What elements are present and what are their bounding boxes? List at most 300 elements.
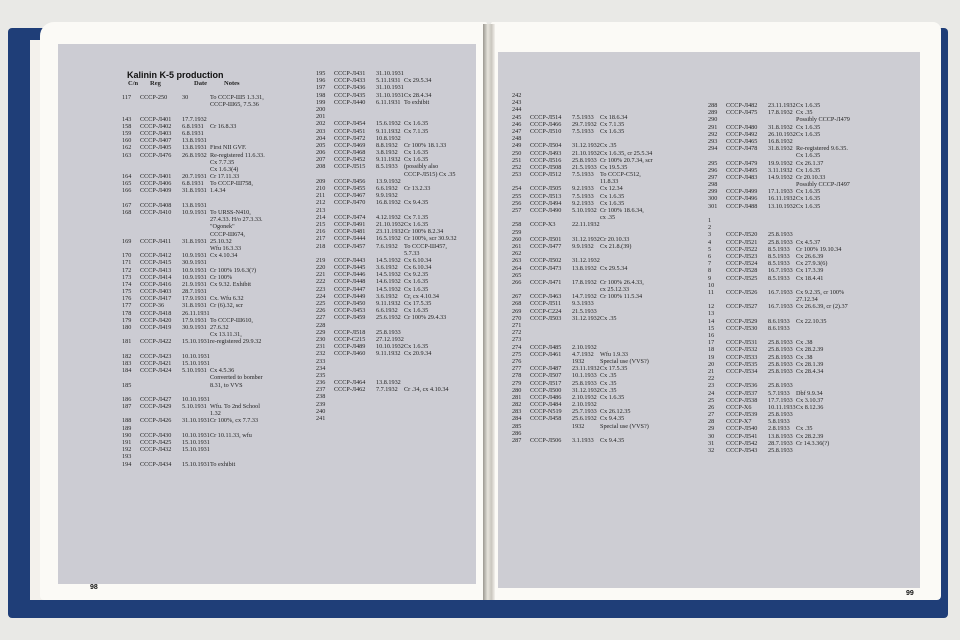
notes-cell [796, 282, 856, 289]
notes-cell [404, 372, 464, 379]
table-row [122, 274, 270, 281]
notes-cell: Cr 100% 20.7.34, scr [600, 156, 653, 164]
date-cell: 9.9.1932 [572, 242, 594, 250]
reg-cell: СССР-Л435 [334, 91, 366, 99]
notes-cell: Cx 6.10.34 [404, 256, 432, 264]
cn-cell: 229 [316, 328, 326, 336]
cn-cell: 175 [122, 288, 132, 296]
cn-cell: 193 [122, 453, 132, 461]
table-row [708, 368, 856, 375]
cn-cell: 27 [708, 411, 715, 419]
table-row [512, 185, 660, 192]
date-cell: 3.6.1932 [376, 264, 398, 272]
cn-cell: 172 [122, 266, 132, 274]
notes-cell: Cx 7.1.35 [404, 127, 429, 135]
table-row [122, 216, 270, 223]
notes-cell [796, 138, 856, 145]
table-row [708, 188, 856, 195]
reg-cell: СССР-Л483 [726, 173, 758, 181]
cn-cell: 227 [316, 314, 326, 322]
table-row [316, 300, 464, 307]
reg-cell: СССР-Л492 [726, 130, 758, 138]
reg-cell [530, 92, 572, 99]
table-row [122, 223, 270, 230]
cn-cell: 200 [316, 105, 326, 113]
date-cell: 23.11.1932 [376, 228, 404, 236]
notes-cell: Cx 7.7.35 [210, 158, 235, 166]
reg-cell: СССР-Л524 [726, 260, 758, 268]
table-row [122, 252, 270, 259]
right-column-1 [512, 92, 660, 444]
header-cn: C/n [128, 80, 139, 87]
date-cell: 6.8.1931 [182, 122, 204, 130]
table-row [512, 193, 660, 200]
date-cell [572, 214, 600, 221]
date-cell: 9.2.1933 [572, 199, 594, 207]
date-cell: 31.12.1932 [572, 314, 600, 322]
reg-cell [140, 425, 182, 432]
notes-cell: To СССР-Ш5 1.3.31, [210, 94, 264, 101]
date-cell: 14.5.1932 [376, 285, 401, 293]
date-cell: 8.8.1932 [376, 141, 398, 149]
reg-cell [140, 231, 182, 238]
table-row [122, 453, 270, 460]
table-row [122, 195, 270, 202]
reg-cell: СССР-Л413 [140, 266, 172, 274]
reg-cell: СССР-Л482 [726, 102, 758, 109]
cn-cell: 13 [708, 310, 715, 318]
reg-cell [726, 332, 768, 339]
notes-cell [210, 360, 270, 367]
notes-cell: Cx 17.5.35 [600, 365, 628, 373]
date-cell: 10.9.1931 [182, 266, 207, 274]
notes-cell: Wfu. To 2nd School [210, 403, 260, 411]
date-cell: 21.5.1933 [572, 307, 597, 315]
notes-cell: Cx 6.10.34 [404, 264, 432, 272]
cn-cell: 164 [122, 173, 132, 181]
table-row [512, 221, 660, 228]
table-row [512, 150, 660, 157]
reg-cell: СССР-Л457 [334, 242, 366, 250]
reg-cell: СССР-Л484 [530, 401, 562, 409]
cn-cell: 288 [708, 102, 718, 109]
table-row [316, 84, 464, 91]
notes-cell: Cx 1.6.35 [600, 192, 625, 200]
cn-cell: 7 [708, 260, 712, 268]
reg-cell: СССР-Л456 [334, 177, 366, 185]
notes-cell [796, 447, 856, 454]
date-cell [182, 195, 210, 202]
notes-cell: Cx 1.6.35 [404, 220, 429, 228]
notes-cell: Cx 12.34 [600, 185, 623, 193]
notes-cell: Cr 100% 18.6.34, [600, 207, 644, 214]
table-row [316, 77, 464, 84]
table-row [122, 288, 270, 295]
date-cell: 31.12.1932 [572, 235, 600, 243]
notes-cell [210, 389, 270, 396]
table-row [512, 329, 660, 336]
notes-cell [404, 408, 464, 415]
date-cell [182, 425, 210, 432]
table-row [708, 195, 856, 202]
table-row [708, 160, 856, 167]
cn-cell: 10 [708, 281, 715, 289]
notes-cell [210, 137, 270, 144]
date-cell [182, 331, 210, 338]
date-cell [376, 113, 404, 120]
cn-cell: 240 [316, 407, 326, 415]
date-cell: 13.8.1931 [182, 201, 207, 209]
reg-cell: СССР-Л499 [726, 188, 758, 196]
reg-cell: СССР-Л470 [334, 199, 366, 207]
table-row [316, 329, 464, 336]
date-cell [768, 375, 796, 382]
date-cell: 8.5.1933 [376, 163, 398, 171]
cn-cell: 163 [122, 151, 132, 159]
table-row [316, 336, 464, 343]
table-row [122, 374, 270, 381]
date-cell [768, 116, 796, 123]
notes-cell [796, 375, 856, 382]
reg-cell: СССР-Л520 [726, 231, 758, 239]
notes-cell [796, 224, 856, 231]
cn-cell [122, 389, 140, 396]
reg-cell [530, 336, 572, 343]
reg-cell [530, 430, 572, 437]
notes-cell [796, 231, 856, 238]
cn-cell [122, 101, 140, 108]
notes-cell: Dbf 9.9.34 [796, 389, 823, 397]
notes-cell: Cx 29.5.34 [600, 264, 628, 272]
reg-cell [140, 101, 182, 108]
notes-cell: Cx 7.1.35 [404, 213, 429, 221]
cn-cell: 19 [708, 353, 715, 361]
table-row [512, 322, 660, 329]
notes-cell: Cx .35 [600, 372, 617, 380]
table-row [708, 152, 856, 159]
notes-cell: Cx 22.10.35 [796, 317, 827, 325]
notes-cell: Cx 1.6.35 [404, 120, 429, 128]
notes-cell [404, 322, 464, 329]
notes-cell: Cx 29.5.34 [404, 77, 432, 85]
notes-cell: Cr 100% [210, 273, 233, 281]
reg-cell: СССР-Л485 [530, 343, 562, 351]
notes-cell: To СССР-Ш610, [210, 316, 253, 324]
cn-cell: 214 [316, 213, 326, 221]
cn-cell: 233 [316, 357, 326, 365]
notes-cell: Cx 1.6.35 [404, 343, 429, 351]
table-row [122, 245, 270, 252]
reg-cell: СССР-Л401 [140, 115, 172, 123]
notes-cell: Cx .35 [600, 386, 617, 394]
date-cell: 13.8.1932 [376, 379, 401, 387]
date-cell: 9.11.1932 [376, 127, 401, 135]
table-row [708, 102, 856, 109]
cn-cell: 196 [316, 77, 326, 85]
reg-cell: СССР-Л403 [140, 129, 172, 137]
table-row [316, 70, 464, 77]
date-cell: 29.7.1932 [572, 120, 597, 128]
cn-cell: 295 [708, 159, 718, 167]
reg-cell: СССР-Л401 [140, 173, 172, 181]
cn-cell: 6 [708, 252, 712, 260]
notes-cell [210, 195, 270, 202]
reg-cell [726, 282, 768, 289]
date-cell: 13.9.1932 [376, 177, 401, 185]
table-row [708, 275, 856, 282]
reg-cell: СССР-Л449 [334, 292, 366, 300]
date-cell: 25.8.1933 [376, 328, 401, 336]
cn-cell: 268 [512, 300, 522, 308]
date-cell: 27.12.1932 [376, 335, 404, 343]
date-cell: 8.5.1933 [768, 252, 790, 260]
reg-cell [140, 223, 182, 230]
table-row [316, 343, 464, 350]
reg-cell [334, 415, 376, 422]
date-cell [572, 322, 600, 329]
date-cell: 10.10.1931 [182, 431, 210, 439]
date-cell: 25.8.1933 [768, 231, 793, 239]
reg-cell: СССР-Л502 [530, 257, 562, 265]
notes-cell [404, 379, 464, 386]
table-row [708, 375, 856, 382]
cn-cell: 178 [122, 309, 132, 317]
table-row [512, 178, 660, 185]
reg-cell [726, 152, 768, 159]
date-cell: 7.5.1933 [572, 127, 594, 135]
date-cell: 25.8.1933 [768, 367, 793, 375]
date-cell: 13.8.1932 [572, 264, 597, 272]
table-row [316, 314, 464, 321]
table-row [122, 432, 270, 439]
notes-cell [796, 217, 856, 224]
cn-cell: 216 [316, 228, 326, 236]
table-row [708, 339, 856, 346]
table-row [512, 394, 660, 401]
date-cell: 7.5.1933 [572, 192, 594, 200]
book-gutter [483, 24, 495, 600]
notes-cell [210, 446, 270, 453]
date-cell: 31.8.1932 [768, 123, 793, 131]
cn-cell: 293 [708, 137, 718, 145]
cn-cell: 168 [122, 209, 132, 216]
notes-cell: Possibly СССР-Л479 [796, 116, 850, 124]
date-cell [182, 374, 210, 381]
reg-cell: СССР-Л463 [530, 293, 562, 301]
date-cell: 17.7.1932 [182, 115, 207, 123]
notes-cell: Cx 17.3.39 [796, 267, 824, 275]
cn-cell: 173 [122, 273, 132, 281]
cn-cell: 182 [122, 352, 132, 360]
date-cell: 25.7.1933 [572, 408, 597, 416]
date-cell: 25.8.1933 [572, 156, 597, 164]
notes-cell: Cx 1.6.35 [796, 188, 821, 196]
date-cell: 6.11.1931 [376, 98, 401, 106]
cn-cell: 28 [708, 418, 715, 426]
cn-cell: 5 [708, 245, 712, 253]
left-column-1 [122, 94, 270, 468]
cn-cell: 204 [316, 134, 326, 142]
table-row [512, 157, 660, 164]
date-cell: 10.1.1933 [572, 372, 597, 380]
reg-cell: СССР-Х3 [530, 221, 556, 229]
notes-cell [404, 113, 464, 120]
date-cell: 21.10.1932 [376, 220, 404, 228]
reg-cell: СССР-Л415 [140, 259, 172, 267]
date-cell [768, 224, 796, 231]
notes-cell [600, 344, 660, 351]
cn-cell: 246 [512, 120, 522, 128]
cn-cell: 176 [122, 295, 132, 303]
reg-cell: СССР-Л543 [726, 447, 758, 454]
cn-cell: 259 [512, 228, 522, 236]
cn-cell: 248 [512, 135, 522, 143]
date-cell: 8.5.1933 [768, 245, 790, 253]
reg-cell: СССР-Л510 [530, 127, 562, 135]
notes-cell: Cx 4.5.36 [210, 367, 235, 375]
reg-cell: СССР-Л425 [140, 439, 172, 446]
notes-cell: Cr 100%, cx 7.7.33 [210, 417, 259, 425]
reg-cell: СССР-Л430 [140, 431, 172, 439]
table-row [316, 113, 464, 120]
table-row [708, 447, 856, 454]
date-cell: 6.6.1932 [376, 185, 398, 192]
reg-cell: СССР-Л501 [530, 235, 562, 243]
cn-cell [122, 166, 140, 173]
table-row [122, 187, 270, 194]
notes-cell: Cx 28.2.39 [796, 346, 824, 354]
cn-cell: 219 [316, 256, 326, 264]
table-row [512, 408, 660, 415]
table-row [512, 142, 660, 149]
table-row [512, 171, 660, 178]
notes-cell: Special use (VVS?) [600, 422, 649, 430]
table-row [316, 408, 464, 415]
cn-cell: 190 [122, 431, 132, 439]
cn-cell: 223 [316, 285, 326, 293]
reg-cell [530, 329, 572, 336]
cn-cell: 224 [316, 292, 326, 300]
notes-cell: Cx 1.6.35, cr 25.5.34 [600, 149, 653, 157]
table-row [316, 322, 464, 329]
table-row [122, 439, 270, 446]
date-cell: 13.8.1931 [182, 137, 207, 145]
reg-cell [726, 296, 768, 303]
reg-cell: СССР-Л521 [726, 238, 758, 246]
cn-cell: 289 [708, 109, 718, 117]
date-cell: 15.10.1931 [182, 460, 210, 468]
date-cell: 26.11.1931 [182, 309, 210, 317]
date-cell: 17.8.1932 [572, 278, 597, 286]
notes-cell: Cx 1.6.35 [600, 199, 625, 207]
notes-cell [404, 329, 464, 336]
notes-cell: Cx 1.6.35 [796, 123, 821, 131]
date-cell: 16.8.1932 [376, 199, 401, 207]
date-cell: 31.8.1932 [768, 145, 793, 153]
cn-cell: 283 [512, 408, 522, 416]
date-cell [376, 171, 404, 178]
date-cell: 28.7.1933 [768, 439, 793, 447]
notes-cell [404, 178, 464, 185]
reg-cell: СССР-Л444 [334, 235, 366, 243]
date-cell [182, 382, 210, 389]
cn-cell: 17 [708, 339, 715, 347]
date-cell: 9.11.1932 [376, 300, 401, 307]
table-row [512, 336, 660, 343]
notes-cell: Cx 1.6.35 [796, 152, 821, 160]
cn-cell: 185 [122, 381, 132, 389]
date-cell [182, 231, 210, 238]
cn-cell: 237 [316, 386, 326, 394]
cn-cell: 299 [708, 188, 718, 196]
cn-cell: 117 [122, 94, 132, 101]
reg-cell: СССР-Л512 [530, 171, 562, 179]
table-row [122, 130, 270, 137]
cn-cell: 279 [512, 379, 522, 387]
table-row [122, 180, 270, 187]
reg-cell [334, 365, 376, 372]
date-cell: 26.10.1932 [768, 130, 796, 138]
cn-cell: 194 [122, 460, 132, 468]
cn-cell [122, 374, 140, 381]
reg-cell: СССР-Л429 [140, 403, 172, 411]
table-row [512, 387, 660, 394]
table-row [122, 310, 270, 317]
reg-cell [334, 372, 376, 379]
table-row [316, 243, 464, 250]
notes-cell: Cx .35 [600, 314, 617, 322]
reg-cell: СССР-Л534 [726, 367, 758, 375]
notes-cell [210, 439, 270, 446]
notes-cell: Cx 3.10.37 [796, 396, 824, 404]
cn-cell: 278 [512, 372, 522, 380]
table-row [316, 386, 464, 393]
cn-cell: 238 [316, 393, 326, 401]
reg-cell: СССР-Л453 [334, 307, 366, 315]
table-row [122, 137, 270, 144]
date-cell: 1932 [572, 422, 585, 430]
reg-cell: СССР-С215 [334, 335, 366, 343]
table-row [316, 358, 464, 365]
date-cell: 17.9.1931 [182, 316, 207, 324]
notes-cell: Cx 9.4.35 [404, 199, 429, 207]
cn-cell: 160 [122, 137, 132, 145]
date-cell [376, 401, 404, 408]
table-row [316, 106, 464, 113]
cn-cell: 282 [512, 401, 522, 409]
cn-cell: 16 [708, 332, 715, 339]
date-cell: 6.8.1931 [182, 180, 204, 188]
date-cell: 5.10.1931 [182, 403, 207, 411]
cn-cell: 235 [316, 371, 326, 379]
cn-cell: 24 [708, 389, 715, 397]
table-row [316, 128, 464, 135]
table-row [316, 293, 464, 300]
date-cell [572, 229, 600, 236]
cn-cell [122, 346, 140, 353]
date-cell [768, 181, 796, 188]
table-row [316, 142, 464, 149]
reg-cell: СССР-Л533 [726, 353, 758, 361]
notes-cell: Re-registered 11.6.33. [210, 151, 265, 159]
notes-cell [796, 332, 856, 339]
date-cell: 10.10.1932 [376, 343, 404, 351]
table-row [122, 231, 270, 238]
cn-cell: 202 [316, 120, 326, 128]
notes-cell: re-registered 29.9.32 [210, 338, 262, 346]
cn-cell: 162 [122, 144, 132, 152]
date-cell: 10.11.1933 [768, 403, 796, 411]
